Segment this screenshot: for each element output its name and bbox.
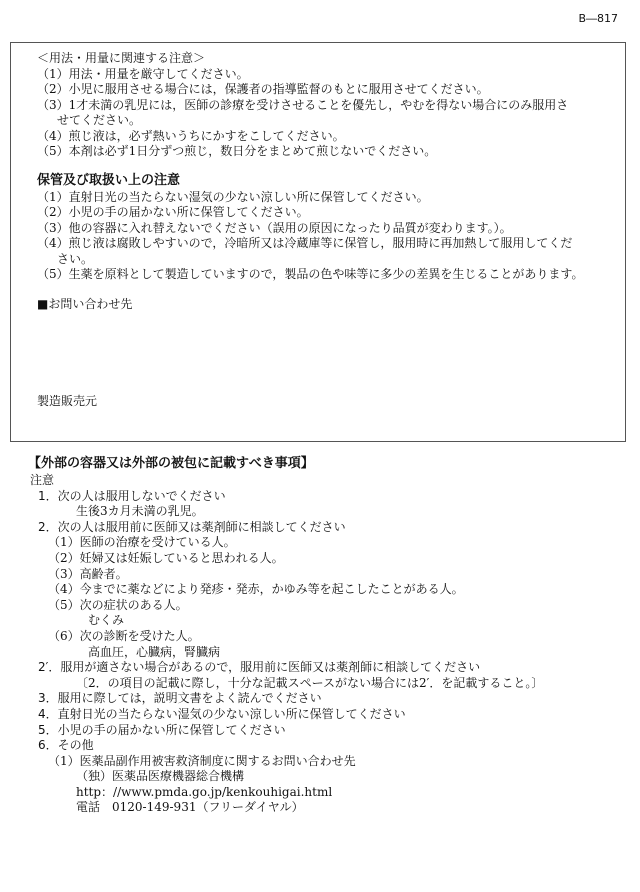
section-4: 4．直射日光の当たらない湿気の少ない涼しい所に保管してください xyxy=(38,706,406,721)
relief-phone: 電話 0120-149-931（フリーダイヤル） xyxy=(76,800,304,815)
storage-item: （4）煎じ液は腐敗しやすいので，冷暗所又は冷蔵庫等に保管し，服用時に再加熱して服用してくだ xyxy=(37,236,573,250)
relief-organization: （独）医薬品医療機器総合機構 xyxy=(76,769,245,784)
usage-item: （3）1才未満の乳児には，医師の診療を受けさせることを優先し，やむを得ない場合にのみ服用さ xyxy=(37,97,569,112)
relief-url: http：//www.pmda.go.jp/kenkouhigai.html xyxy=(76,784,333,799)
section-6-item: （1）医薬品副作用被害救済制度に関するお問い合わせ先 xyxy=(48,753,356,768)
section-1-detail: 生後3カ月未満の乳児。 xyxy=(76,504,204,519)
caution-label: 注意 xyxy=(30,473,55,487)
storage-item-continued: さい。 xyxy=(57,251,94,266)
maker-label: 製造販売元 xyxy=(37,394,98,408)
section-6: 6．その他 xyxy=(38,738,94,753)
page-code: B―817 xyxy=(578,12,618,25)
section-2-item: （6）次の診断を受けた人。 xyxy=(48,628,200,643)
usage-item: （5）本剤は必ず1日分ずつ煎じ，数日分をまとめて煎じないでください。 xyxy=(37,144,437,158)
outer-title: 【外部の容器又は外部の被包に記載すべき事項】 xyxy=(28,456,314,471)
contact-label: ■お問い合わせ先 xyxy=(37,296,133,311)
section-2-item: （5）次の症状のある人。 xyxy=(48,597,188,612)
section-2-item-detail: 高血圧，心臓病，腎臓病 xyxy=(88,644,221,659)
storage-item: （2）小児の手の届かない所に保管してください。 xyxy=(37,205,309,219)
usage-item: （4）煎じ液は，必ず熱いうちにかすをこしてください。 xyxy=(37,128,345,143)
usage-item-continued: せてください。 xyxy=(57,113,142,127)
section-2-prime: 2′．服用が適さない場合があるので，服用前に医師又は薬剤師に相談してください xyxy=(38,660,481,675)
section-2-item: （3）高齢者。 xyxy=(48,566,128,581)
section-2-item: （4）今までに薬などにより発疹・発赤，かゆみ等を起こしたことがある人。 xyxy=(48,582,464,597)
storage-item: （3）他の容器に入れ替えないでください（誤用の原因になったり品質が変わります。）。 xyxy=(37,220,512,235)
section-2-item: （2）妊婦又は妊娠していると思われる人。 xyxy=(48,550,284,565)
outer-package-section xyxy=(30,455,620,816)
box-content xyxy=(37,51,617,408)
section-2-item-detail: むくみ xyxy=(88,613,125,628)
section-2-prime-note: 〔2．の項目の記載に際し，十分な記載スペースがない場合には2′．を記載すること。〕 xyxy=(76,675,544,690)
section-2-item: （1）医師の治療を受けている人。 xyxy=(48,535,236,550)
storage-heading: 保管及び取扱い上の注意 xyxy=(37,172,181,188)
usage-heading: ＜用法・用量に関連する注意＞ xyxy=(37,51,206,65)
section-1: 1．次の人は服用しないでください xyxy=(38,488,226,503)
usage-item: （2）小児に服用させる場合には，保護者の指導監督のもとに服用させてください。 xyxy=(37,82,489,96)
section-5: 5．小児の手の届かない所に保管してください xyxy=(38,722,286,737)
section-3: 3．服用に際しては，説明文書をよく読んでください xyxy=(38,691,322,706)
storage-item: （5）生薬を原料として製造していますので，製品の色や味等に多少の差異を生じることがあります。 xyxy=(37,267,584,281)
package-insert-box xyxy=(10,42,626,442)
usage-item: （1）用法・用量を厳守してください。 xyxy=(37,66,249,81)
storage-item: （1）直射日光の当たらない湿気の少ない涼しい所に保管してください。 xyxy=(37,189,429,204)
section-2: 2．次の人は服用前に医師又は薬剤師に相談してください xyxy=(38,519,346,534)
